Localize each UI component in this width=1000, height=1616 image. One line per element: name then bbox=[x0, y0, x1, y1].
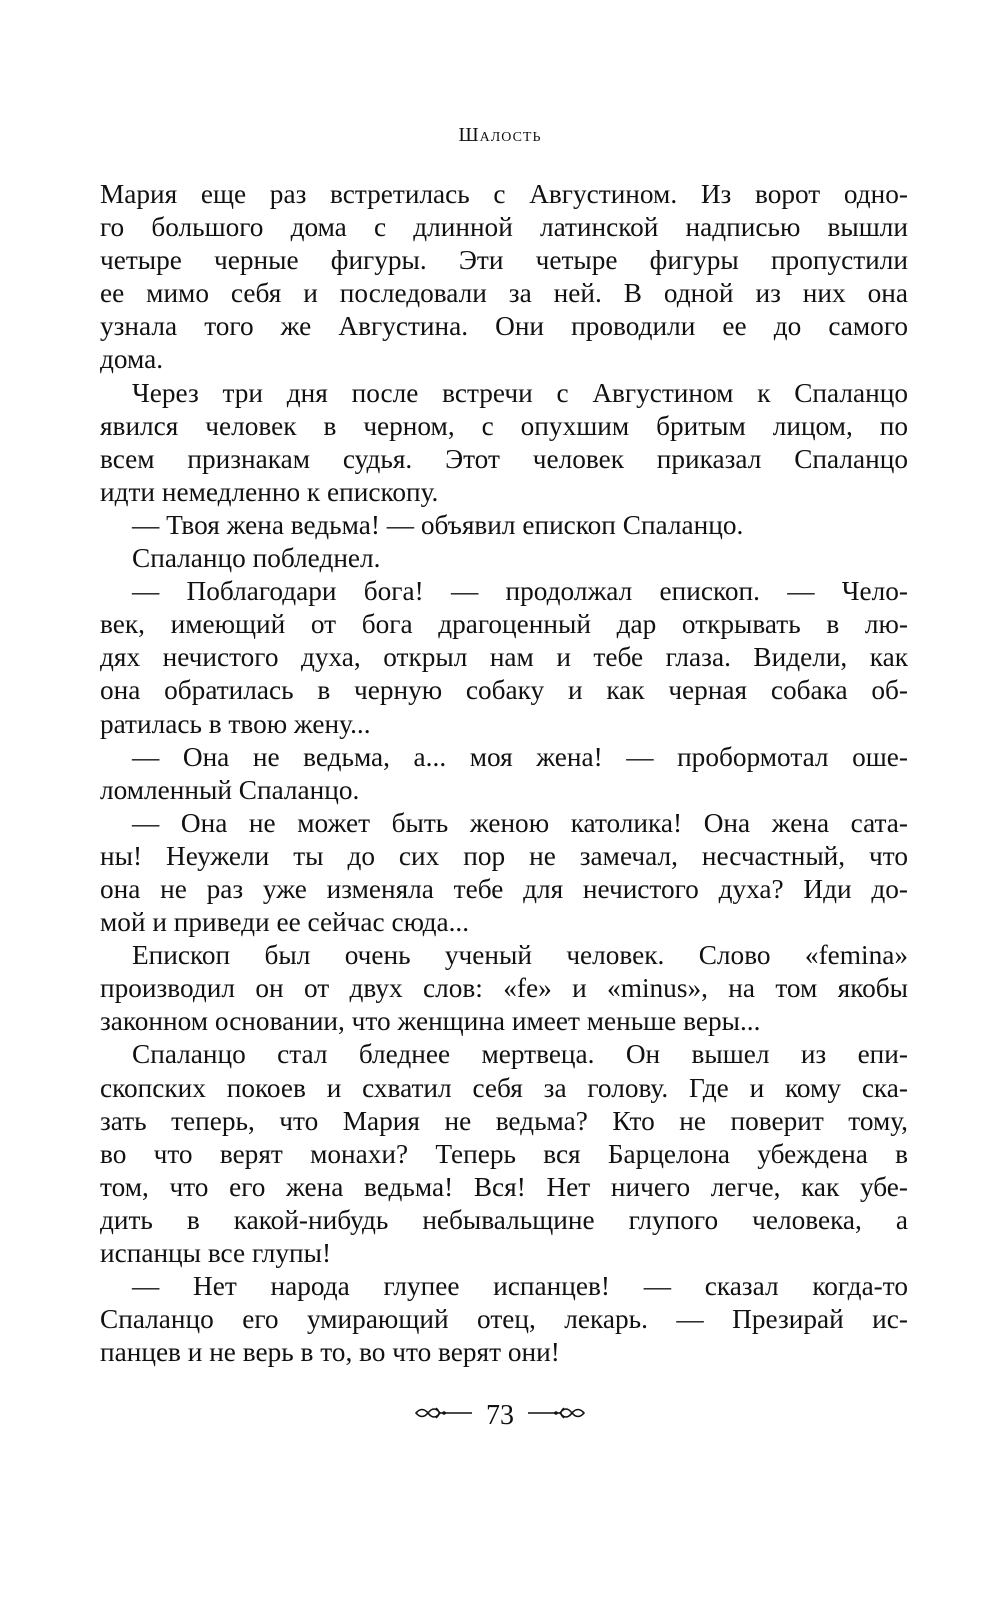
text-line: законном основании, что женщина имеет меньше веры... bbox=[100, 1006, 761, 1037]
paragraph bbox=[100, 1038, 908, 1270]
text-line: Спаланцо стал бледнее мертвеца. Он вышел из епи- bbox=[132, 1039, 908, 1070]
text-line: ны! Неужели ты до сих пор не замечал, несчастный, что bbox=[100, 840, 908, 871]
text-line: Через три дня после встречи с Августином к Спаланцо bbox=[132, 377, 908, 408]
text-line: Мария еще раз встретилась с Августином. Из ворот одно- bbox=[100, 179, 908, 209]
text-line: четыре черные фигуры. Эти четыре фигуры пропустили bbox=[100, 245, 908, 276]
text-line: мой и приведи ее сейчас сюда... bbox=[100, 907, 470, 938]
paragraph bbox=[100, 575, 908, 740]
text-line: ратилась в твою жену... bbox=[100, 708, 371, 739]
text-line: го большого дома с длинной латинской надписью вышли bbox=[100, 212, 908, 243]
text-line: зать теперь, что Мария не ведьма? Кто не поверит тому, bbox=[100, 1105, 908, 1136]
page-number: 73 bbox=[486, 1400, 514, 1431]
text-line: ее мимо себя и последовали за ней. В одной из них она bbox=[100, 278, 908, 309]
text-line: — Нет народа глупее испанцев! — сказал когда-то bbox=[132, 1271, 908, 1302]
page-footer bbox=[0, 1400, 1000, 1432]
text-line: явился человек в черном, с опухшим бритым лицом, по bbox=[100, 410, 908, 441]
text-line: узнала того же Августина. Они проводили ее до самого bbox=[100, 311, 908, 342]
text-line: дить в какой-нибудь небывальщине глупого человека, а bbox=[100, 1204, 908, 1235]
text-line: испанцы все глупы! bbox=[100, 1238, 332, 1268]
text-line: — Поблагодари бога! — продолжал епископ. — Чело- bbox=[132, 576, 908, 607]
paragraph bbox=[100, 509, 908, 542]
paragraph bbox=[100, 741, 908, 807]
text-line: производил он от двух слов: «fe» и «minus», на том якобы bbox=[100, 973, 908, 1004]
paragraph bbox=[100, 1270, 908, 1369]
text-line: идти немедленно к епископу. bbox=[100, 476, 439, 507]
text-line: том, что его жена ведьма! Вся! Нет ничего легче, как убе- bbox=[100, 1171, 908, 1202]
text-line: она обратилась в черную собаку и как черная собака об- bbox=[100, 675, 908, 706]
paragraph bbox=[100, 377, 908, 509]
text-line: — Она не ведьма, а... моя жена! — пробормотал оше- bbox=[132, 741, 908, 772]
left-flourish-icon bbox=[414, 1400, 474, 1432]
paragraph bbox=[100, 939, 908, 1038]
text-line: во что верят монахи? Теперь вся Барцелона убеждена в bbox=[100, 1138, 908, 1169]
text-line: век, имеющий от бога драгоценный дар открывать в лю- bbox=[100, 609, 908, 640]
text-line: панцев и не верь в то, во что верят они! bbox=[100, 1337, 560, 1368]
paragraph bbox=[100, 178, 908, 377]
text-line: дома. bbox=[100, 344, 164, 375]
text-line: дях нечистого духа, открыл нам и тебе глаза. Видели, как bbox=[100, 642, 908, 673]
text-line: Епископ был очень ученый человек. Слово «femina» bbox=[132, 940, 908, 971]
text-line: скопских покоев и схватил себя за голову. Где и кому ска- bbox=[100, 1072, 908, 1103]
running-head: Шалость bbox=[458, 124, 542, 146]
text-line: она не раз уже изменяла тебе для нечистого духа? Иди до- bbox=[100, 873, 908, 904]
text-line: — Она не может быть женою католика! Она жена сата- bbox=[132, 807, 908, 838]
text-line: всем признакам судья. Этот человек приказал Спаланцо bbox=[100, 443, 908, 474]
body-text bbox=[100, 178, 908, 1369]
right-flourish-icon bbox=[526, 1400, 586, 1432]
text-line: Спаланцо его умирающий отец, лекарь. — Презирай ис- bbox=[100, 1304, 908, 1335]
text-line: Спаланцо побледнел. bbox=[132, 543, 381, 574]
paragraph bbox=[100, 807, 908, 939]
text-line: — Твоя жена ведьма! — объявил епископ Спаланцо. bbox=[132, 509, 744, 540]
paragraph bbox=[100, 542, 908, 575]
text-line: ломленный Спаланцо. bbox=[100, 774, 360, 805]
